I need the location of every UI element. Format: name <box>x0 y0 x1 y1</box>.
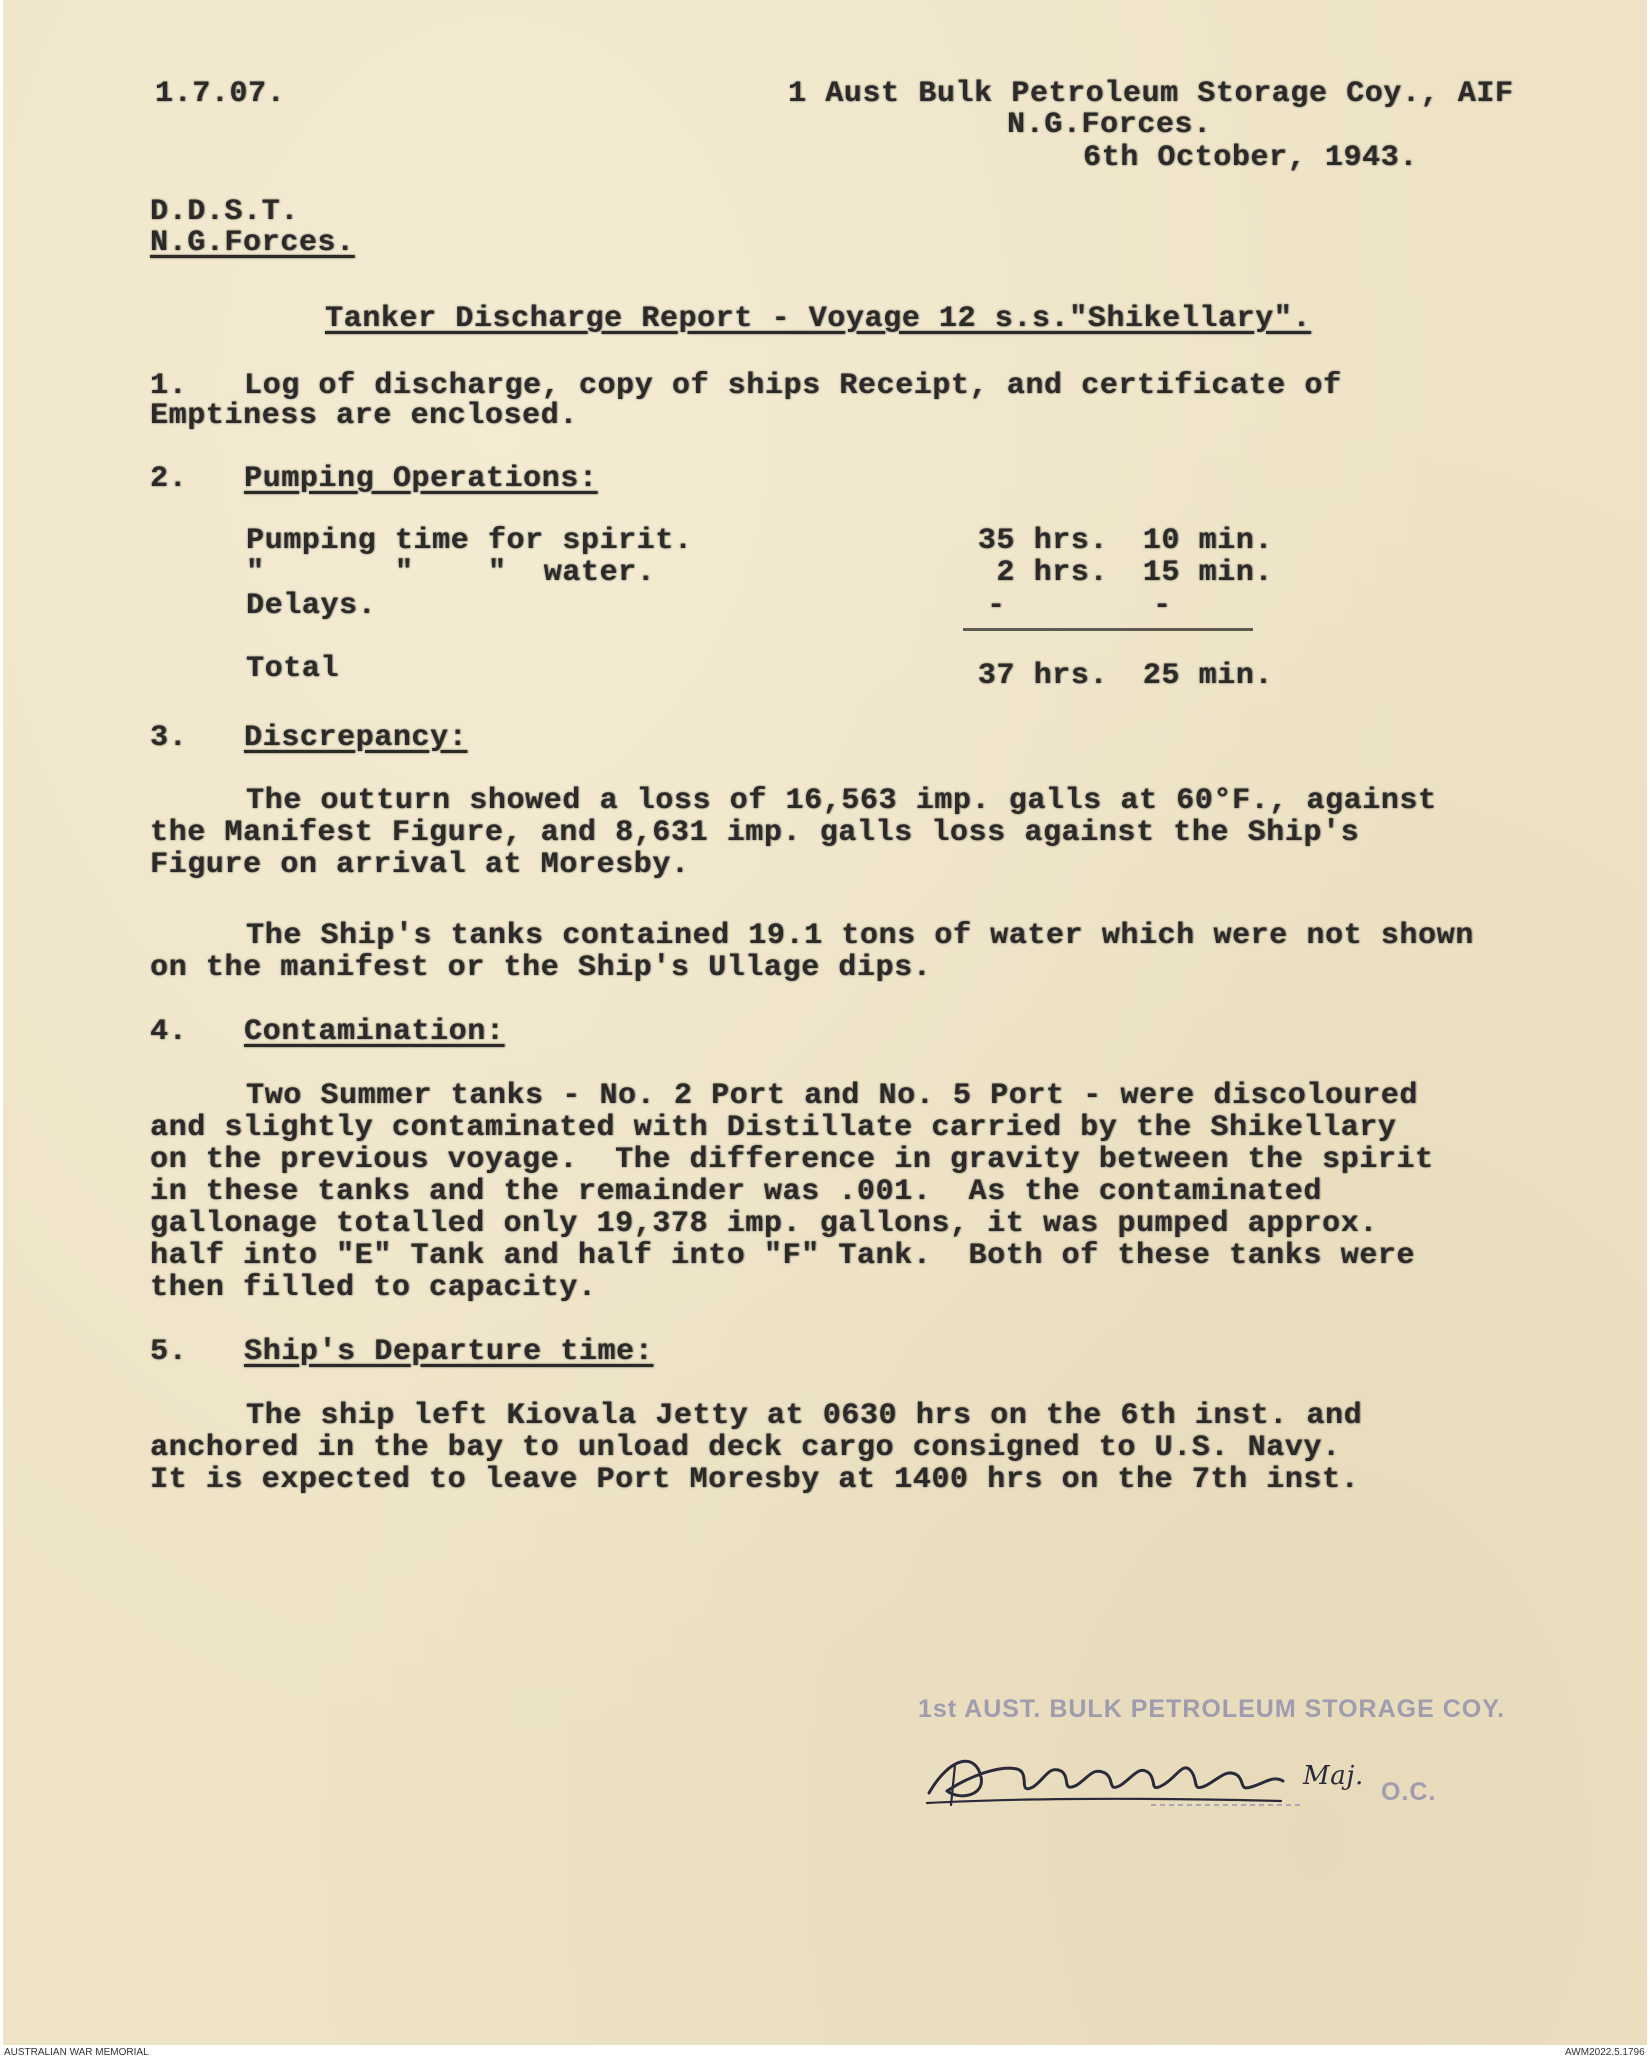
contamination-line: then filled to capacity. <box>150 1271 597 1305</box>
letter-date: 6th October, 1943. <box>1083 141 1418 175</box>
section-5-number: 5. <box>150 1335 188 1369</box>
document-page <box>3 0 1647 2045</box>
section-3-heading: Discrepancy: <box>244 721 468 755</box>
departure-line: The ship left Kiovala Jetty at 0630 hrs on the 6th inst. and <box>246 1399 1363 1433</box>
contamination-line: on the previous voyage. The difference in gravity between the spirit <box>150 1143 1434 1177</box>
discrepancy-line: on the manifest or the Ship's Ullage dips. <box>150 951 932 985</box>
departure-line: It is expected to leave Port Moresby at 1400 hrs on the 7th inst. <box>150 1463 1360 1497</box>
pumping-total-hours: 37 hrs. <box>977 659 1108 693</box>
file-reference: 1.7.07. <box>155 77 286 111</box>
section-4-heading: Contamination: <box>244 1015 505 1049</box>
unit-location: N.G.Forces. <box>1007 108 1212 142</box>
pumping-row-mins: 15 min. <box>1142 556 1273 590</box>
discrepancy-line: The Ship's tanks contained 19.1 tons of water which were not shown <box>246 919 1474 953</box>
discrepancy-line: Figure on arrival at Moresby. <box>150 848 690 882</box>
unit-name: 1 Aust Bulk Petroleum Storage Coy., AIF <box>788 77 1514 111</box>
stamp-oc: O.C. <box>1381 1778 1437 1806</box>
report-title: Tanker Discharge Report - Voyage 12 s.s."Shikellary". <box>325 302 1311 336</box>
signature-image <box>921 1735 1341 1815</box>
contamination-line: and slightly contaminated with Distillate carried by the Shikellary <box>150 1111 1397 1145</box>
discrepancy-line: the Manifest Figure, and 8,631 imp. galls loss against the Ship's <box>150 816 1360 850</box>
section-2-number: 2. <box>150 462 188 496</box>
section-3-number: 3. <box>150 721 188 755</box>
contamination-line: Two Summer tanks - No. 2 Port and No. 5 Port - were discoloured <box>246 1079 1418 1113</box>
section-1-line: Log of discharge, copy of ships Receipt, and certificate of <box>244 369 1342 403</box>
addressee-location: N.G.Forces. <box>150 226 355 260</box>
pumping-row-hours: - <box>987 589 1006 623</box>
section-1-line: Emptiness are enclosed. <box>150 399 578 433</box>
pumping-row-mins: 10 min. <box>1142 524 1273 558</box>
section-2-heading: Pumping Operations: <box>244 462 598 496</box>
section-5-heading: Ship's Departure time: <box>244 1335 654 1369</box>
footer-accession: AWM2022.5.1796 <box>1565 2047 1645 2058</box>
departure-line: anchored in the bay to unload deck cargo consigned to U.S. Navy. <box>150 1431 1341 1465</box>
pumping-row-hours: 2 hrs. <box>996 556 1108 590</box>
contamination-line: in these tanks and the remainder was .001. As the contaminated <box>150 1175 1322 1209</box>
unit-stamp: 1st AUST. BULK PETROLEUM STORAGE COY. <box>918 1695 1506 1723</box>
pumping-row-mins: - <box>1153 589 1172 623</box>
total-rule <box>963 628 1253 631</box>
signature-rank: Maj. <box>1303 1761 1364 1791</box>
contamination-line: half into "E" Tank and half into "F" Tank. Both of these tanks were <box>150 1239 1415 1273</box>
pumping-row-label: Delays. <box>246 589 377 623</box>
pumping-row-hours: 35 hrs. <box>977 524 1108 558</box>
discrepancy-line: The outturn showed a loss of 16,563 imp. galls at 60°F., against <box>246 784 1437 818</box>
addressee-title: D.D.S.T. <box>150 195 299 229</box>
section-1-number: 1. <box>150 369 188 403</box>
section-4-number: 4. <box>150 1015 188 1049</box>
pumping-row-label: Pumping time for spirit. <box>246 524 693 558</box>
pumping-total-label: Total <box>246 652 340 686</box>
contamination-line: gallonage totalled only 19,378 imp. gallons, it was pumped approx. <box>150 1207 1378 1241</box>
pumping-total-mins: 25 min. <box>1142 659 1273 693</box>
footer-credit: AUSTRALIAN WAR MEMORIAL <box>4 2047 149 2058</box>
pumping-row-label: " " " water. <box>246 556 656 590</box>
